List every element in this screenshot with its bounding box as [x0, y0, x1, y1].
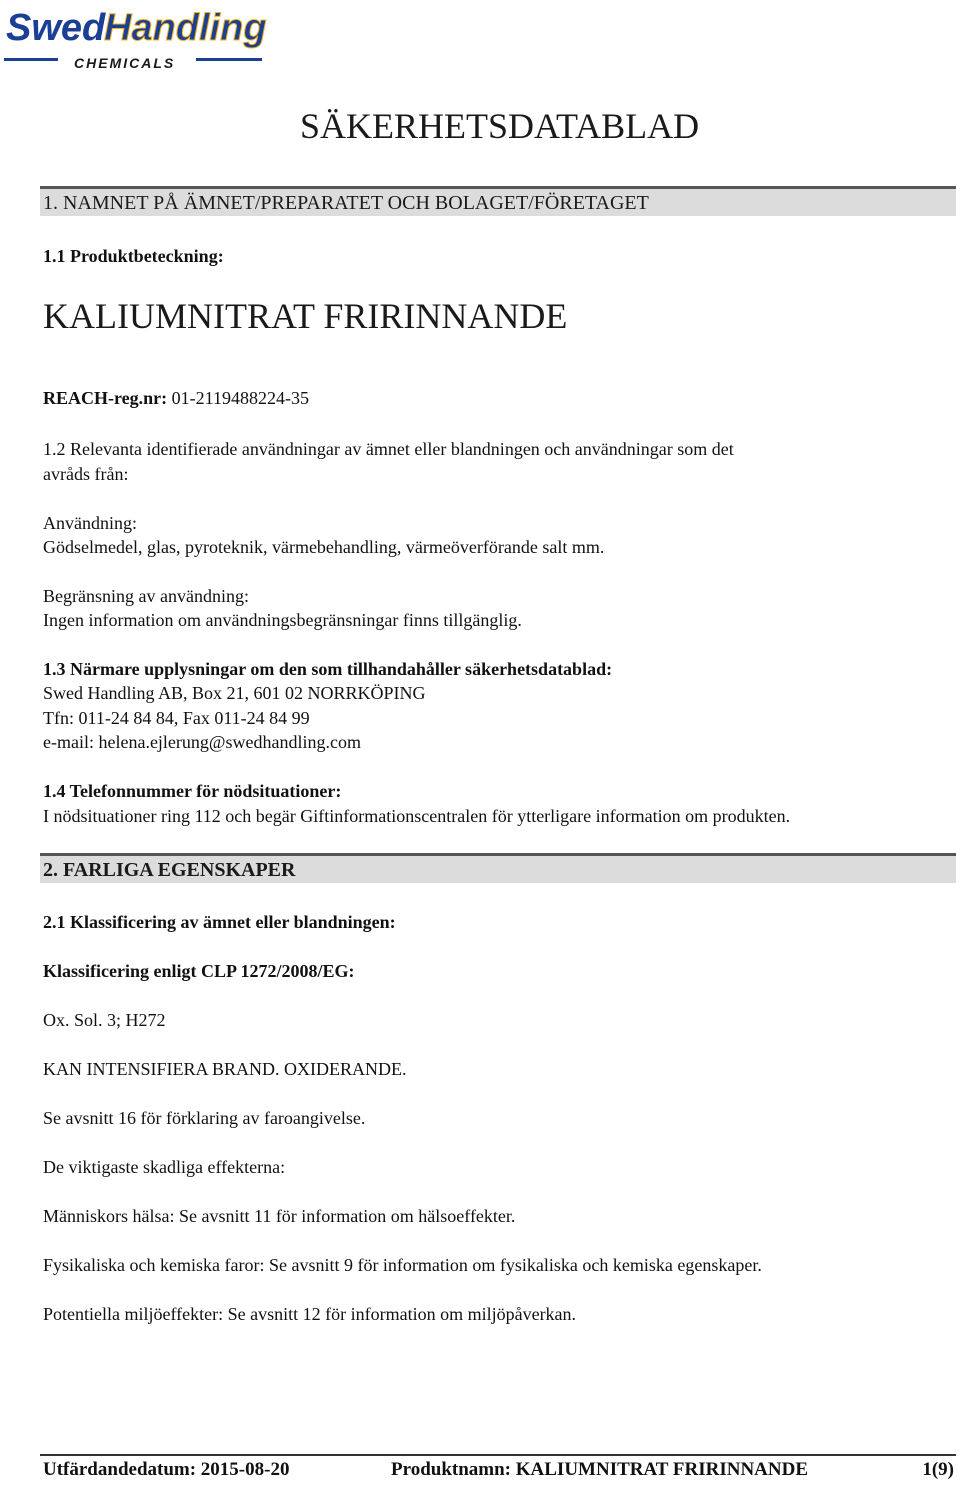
- product-name: KALIUMNITRAT FRIRINNANDE: [43, 296, 568, 336]
- supplier-email: e-mail: helena.ejlerung@swedhandling.com: [43, 732, 361, 752]
- section-1-4-label: 1.4 Telefonnummer för nödsituationer:: [43, 781, 342, 801]
- reach-label: REACH-reg.nr:: [43, 388, 168, 408]
- document-title: SÄKERHETSDATABLAD: [300, 106, 700, 146]
- reach-reg-line: [43, 386, 309, 410]
- effects-label: De viktigaste skadliga effekterna:: [43, 1157, 286, 1177]
- footer-product-name: Produktnamn: KALIUMNITRAT FRIRINNANDE: [391, 1459, 808, 1480]
- clp-value: Ox. Sol. 3; H272: [43, 1010, 166, 1030]
- company-logo: [0, 0, 270, 76]
- clp-label: Klassificering enligt CLP 1272/2008/EG:: [43, 961, 355, 981]
- supplier-address: Swed Handling AB, Box 21, 601 02 NORRKÖPING: [43, 683, 426, 703]
- page-footer: [40, 1454, 956, 1486]
- section-1-1-label: 1.1 Produktbeteckning:: [43, 246, 224, 266]
- footer-page-number: 1(9): [922, 1459, 954, 1480]
- section-1-heading: 1. NAMNET PÅ ÄMNET/PREPARATET OCH BOLAGET/FÖRETAGET: [43, 192, 649, 214]
- section-1-heading-bar: [40, 186, 956, 216]
- physchem-hazards: Fysikaliska och kemiska faror: Se avsnitt 9 för information om fysikaliska och kemiska egenskaper.: [43, 1255, 762, 1275]
- see-section-16: Se avsnitt 16 för förklaring av faroangivelse.: [43, 1108, 366, 1128]
- logo-rule-left: [4, 58, 58, 61]
- swed-handling-logo: [0, 0, 270, 76]
- footer-issue-date: Utfärdandedatum: 2015-08-20: [43, 1459, 290, 1480]
- restriction-label: Begränsning av användning:: [43, 586, 249, 606]
- restriction-value: Ingen information om användningsbegränsningar finns tillgänglig.: [43, 610, 522, 630]
- section-2-heading-bar: [40, 853, 956, 883]
- hazard-statement: KAN INTENSIFIERA BRAND. OXIDERANDE.: [43, 1059, 407, 1079]
- use-value: Gödselmedel, glas, pyroteknik, värmebehandling, värmeöverförande salt mm.: [43, 537, 605, 557]
- section-1-2-label-line1: 1.2 Relevanta identifierade användningar av ämnet eller blandningen och användningar som det: [43, 439, 734, 459]
- emergency-text: I nödsituationer ring 112 och begär Giftinformationscentralen för ytterligare information om produkten.: [43, 806, 791, 826]
- health-effects: Människors hälsa: Se avsnitt 11 för information om hälsoeffekter.: [43, 1206, 516, 1226]
- supplier-phone: Tfn: 011-24 84 84, Fax 011-24 84 99: [43, 708, 310, 728]
- reach-value: 01-2119488224-35: [171, 388, 309, 408]
- logo-rule-right: [196, 58, 262, 61]
- environmental-effects: Potentiella miljöeffekter: Se avsnitt 12 för information om miljöpåverkan.: [43, 1304, 577, 1324]
- use-label: Användning:: [43, 513, 137, 533]
- section-2-1-label: 2.1 Klassificering av ämnet eller blandningen:: [43, 912, 396, 932]
- logo-word-swed: Swed: [6, 7, 106, 49]
- section-1-2-label-line2: avråds från:: [43, 464, 129, 484]
- section-2-heading: 2. FARLIGA EGENSKAPER: [43, 859, 296, 881]
- logo-word-handling: Handling: [104, 7, 267, 49]
- logo-tagline: CHEMICALS: [74, 55, 176, 71]
- section-1-3-label: 1.3 Närmare upplysningar om den som tillhandahåller säkerhetsdatablad:: [43, 659, 613, 679]
